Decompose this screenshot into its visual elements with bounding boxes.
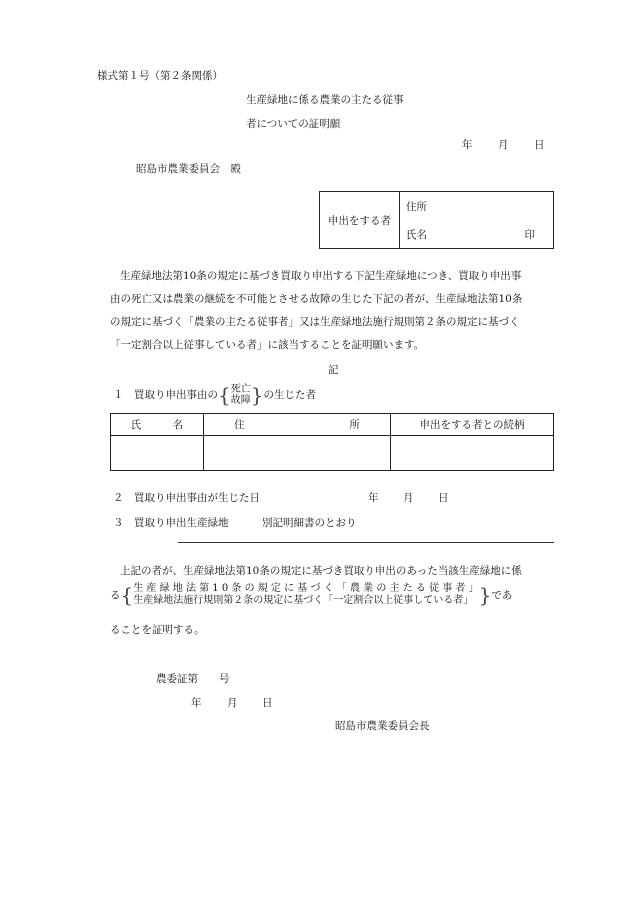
item1-suffix: の生じた者 bbox=[263, 389, 316, 401]
body-line: 生産緑地法第10条の規定に基づき買取り申出する下記生産緑地につき、買取り申出事 bbox=[120, 270, 522, 282]
brace-disorder: 故障 bbox=[230, 395, 251, 406]
cert-line-2 bbox=[110, 583, 512, 607]
item1-prefix: １ 買取り申出事由の bbox=[113, 389, 218, 401]
item2-month: 月 bbox=[403, 492, 414, 504]
cert-dea: であ bbox=[491, 589, 513, 602]
header-address-right: 所 bbox=[349, 419, 360, 432]
committee-chair: 昭島市農業委員会長 bbox=[335, 720, 430, 732]
request-body bbox=[110, 265, 555, 357]
cert-ru: る bbox=[110, 589, 121, 602]
body-line: 由の死亡又は農業の継続を不可能とさせる故障の生じた下記の者が、生産緑地法第10条 bbox=[110, 293, 523, 305]
applicant-box bbox=[319, 191, 554, 249]
date-bottom-month: 月 bbox=[227, 697, 238, 709]
brace-options bbox=[231, 384, 251, 406]
cert-number: 農委証第 号 bbox=[156, 673, 230, 685]
ki-heading: 記 bbox=[328, 364, 339, 376]
title-line-1: 生産緑地に係る農業の主たる従事 bbox=[246, 94, 404, 106]
left-brace: { bbox=[218, 383, 231, 407]
seal-mark: 印 bbox=[524, 228, 535, 241]
cert-line-3: ることを証明する。 bbox=[110, 624, 205, 636]
cert-right-brace: } bbox=[478, 583, 492, 607]
applicant-label: 申出をする者 bbox=[320, 192, 400, 249]
body-line: 「一定割合以上従事している者」に該当することを証明願います。 bbox=[110, 339, 425, 351]
cert-brace-options bbox=[133, 583, 478, 607]
header-name: 氏 名 bbox=[111, 414, 204, 436]
addressee: 昭島市農業委員会 殿 bbox=[136, 163, 241, 175]
title-line-2: 者についての証明願 bbox=[246, 118, 341, 130]
cert-brace-top: 生 産 緑 地 法 第 1 0 条 の 規 定 に 基 づ く 「 農 業 の 主 た る 従 事 者 」 bbox=[133, 583, 479, 594]
date-top-month: 月 bbox=[498, 139, 509, 151]
item-3-label: ３ 買取り申出生産緑地 bbox=[113, 517, 229, 529]
date-top-year: 年 bbox=[462, 139, 473, 151]
item-3-value: 別記明細書のとおり bbox=[262, 517, 357, 529]
date-bottom-day: 日 bbox=[262, 697, 273, 709]
date-top-day: 日 bbox=[534, 139, 545, 151]
cell-address[interactable] bbox=[204, 436, 391, 471]
item2-year: 年 bbox=[368, 492, 379, 504]
brace-death: 死亡 bbox=[230, 384, 251, 395]
date-bottom-year: 年 bbox=[191, 697, 202, 709]
cell-name[interactable] bbox=[111, 436, 204, 471]
cert-left-brace: { bbox=[120, 583, 134, 607]
item-2-label: ２ 買取り申出事由が生じた日 bbox=[113, 492, 260, 504]
form-number: 様式第１号（第２条関係） bbox=[97, 70, 223, 82]
divider-line bbox=[178, 542, 554, 543]
cert-brace-bottom: 生産緑地法施行規則第２条の規定に基づく「一定割合以上従事している者」 bbox=[133, 595, 474, 606]
body-line: の規定に基づく「農業の主たる従事者」又は生産緑地法施行規則第２条の規定に基づく bbox=[110, 316, 520, 328]
cell-relation[interactable] bbox=[391, 436, 554, 471]
item-1 bbox=[113, 383, 316, 407]
name-label: 氏名 bbox=[406, 228, 427, 241]
header-address bbox=[204, 414, 391, 436]
address-label: 住所 bbox=[406, 200, 427, 213]
right-brace: } bbox=[250, 383, 264, 407]
person-table bbox=[110, 413, 554, 471]
header-address-left: 住 bbox=[234, 419, 245, 432]
header-relation: 申出をする者との続柄 bbox=[391, 414, 554, 436]
cert-line-1: 上記の者が、生産緑地法第10条の規定に基づき買取り申出のあった当該生産緑地に係 bbox=[120, 565, 522, 577]
item2-day: 日 bbox=[438, 492, 449, 504]
